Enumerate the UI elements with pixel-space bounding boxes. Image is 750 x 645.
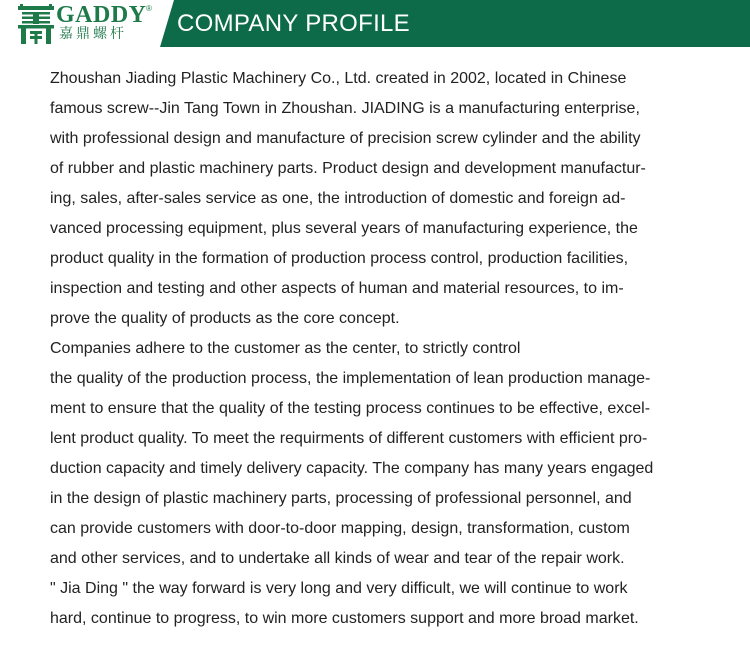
text-line: can provide customers with door-to-door mapping, design, transformation, custom (50, 520, 630, 537)
text-line: vanced processing equipment, plus several years of manufacturing experience, the (50, 220, 638, 237)
text-line: " Jia Ding " the way forward is very long and very difficult, we will continue to work (50, 580, 628, 597)
pavilion-logo-icon (18, 4, 54, 44)
text-line: Companies adhere to the customer as the center, to strictly control (50, 340, 521, 357)
text-line: duction capacity and timely delivery capacity. The company has many years engaged (50, 460, 654, 477)
brand-logo (0, 0, 175, 47)
text-line: of rubber and plastic machinery parts. Product design and development manufactur- (50, 160, 646, 177)
text-line: lent product quality. To meet the requirments of different customers with efficient pro- (50, 430, 648, 447)
text-line: hard, continue to progress, to win more customers support and more broad market. (50, 610, 639, 627)
text-line: the quality of the production process, the implementation of lean production manage- (50, 370, 651, 387)
text-line: ing, sales, after-sales service as one, the introduction of domestic and foreign ad- (50, 190, 626, 207)
text-line: product quality in the formation of production process control, production facilities, (50, 250, 629, 267)
text-line: in the design of plastic machinery parts, processing of professional personnel, and (50, 490, 632, 507)
header (0, 0, 750, 47)
brand-name: GADDY (56, 2, 147, 28)
text-line: inspection and testing and other aspects of human and material resources, to im- (50, 280, 624, 297)
text-line: famous screw--Jin Tang Town in Zhoushan. JIADING is a manufacturing enterprise, (50, 100, 640, 117)
profile-text (50, 64, 730, 634)
page-title: COMPANY PROFILE (177, 10, 410, 37)
text-line: and other services, and to undertake all kinds of wear and tear of the repair work. (50, 550, 625, 567)
text-line: with professional design and manufacture of precision screw cylinder and the ability (50, 130, 641, 147)
text-line: Zhoushan Jiading Plastic Machinery Co., Ltd. created in 2002, located in Chinese (50, 70, 627, 87)
registered-mark: ® (146, 4, 152, 13)
brand-name-chinese: 嘉鼎螺杆 (59, 26, 127, 42)
text-line: prove the quality of products as the core concept. (50, 310, 400, 327)
text-line: ment to ensure that the quality of the testing process continues to be effective, excel- (50, 400, 651, 417)
